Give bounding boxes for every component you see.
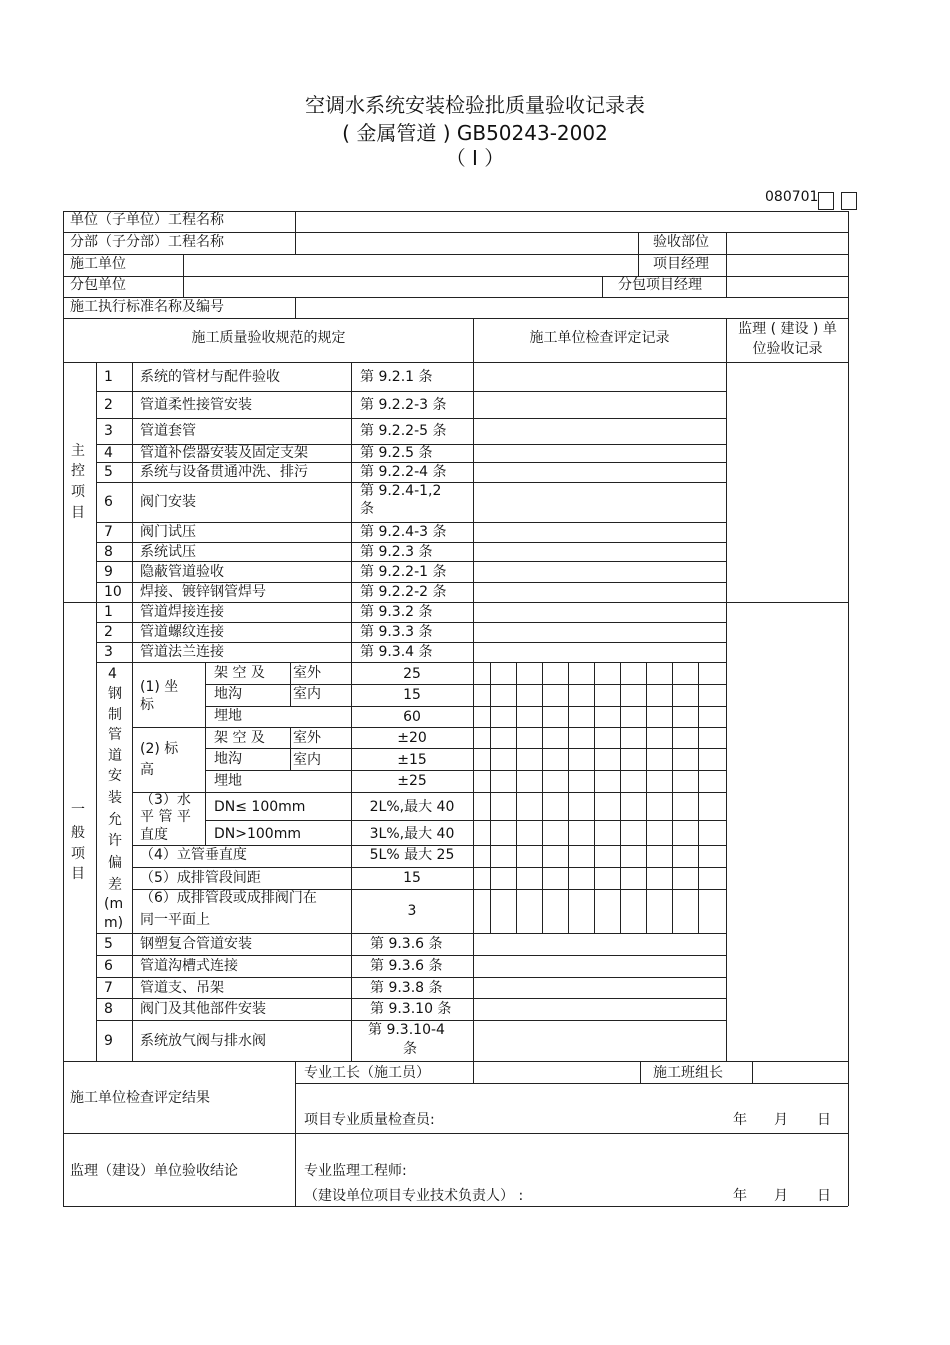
dn-large-val: 3L%,最大 40 [369, 826, 455, 842]
item4-label-char: 许 [108, 833, 122, 849]
dn-large-label: DN>100mm [214, 826, 301, 842]
main-label-3: 项 [71, 484, 85, 500]
code-box-1[interactable] [818, 192, 834, 210]
subcontractor-label: 分包单位 [70, 277, 126, 293]
grid-line-v [752, 1061, 753, 1083]
grid-line-v [351, 933, 352, 1061]
main-item-no: 3 [104, 423, 113, 439]
document-volume: （ I ） [445, 146, 505, 170]
main-item-name: 隐蔽管道验收 [140, 563, 224, 580]
main-label-1: 主 [71, 443, 85, 459]
coord-outdoor: 室外 [293, 665, 321, 681]
main-item-no: 6 [104, 494, 113, 510]
grid-line-h [132, 792, 726, 793]
general-item-no: 1 [104, 604, 113, 620]
coord-label-1: (1) 坐 [140, 679, 179, 695]
grid-line-h [63, 297, 848, 298]
main-item-no: 7 [104, 524, 113, 540]
grid-line-h [63, 362, 848, 363]
sub-manager-label: 分包项目经理 [618, 277, 702, 293]
spacing-val: 15 [403, 870, 421, 886]
general-item-no: 8 [104, 1001, 113, 1017]
main-item-clause: 第 9.2.4-3 条 [360, 524, 447, 540]
main-item-clause: 第 9.2.1 条 [360, 368, 433, 385]
general-item-name: 管道焊接连接 [140, 604, 224, 620]
main-item-clause: 第 9.2.2-5 条 [360, 423, 447, 439]
general-item-no: 2 [104, 624, 113, 640]
item4-label-char: 制 [108, 707, 122, 723]
grid-line-h [132, 867, 726, 868]
grid-line-v [473, 318, 474, 1061]
grid-line-v [726, 232, 727, 297]
grid-line-h [63, 318, 848, 319]
grid-line-v [351, 602, 352, 662]
grid-line-h [205, 770, 726, 771]
grid-line-v [646, 662, 647, 933]
elev-buried: 埋地 [214, 773, 242, 789]
grid-line-v [638, 232, 639, 276]
document-title: 空调水系统安装检验批质量验收记录表 [305, 93, 645, 117]
elev-val-buried: ±25 [397, 773, 427, 789]
grid-line-h [63, 276, 848, 277]
item4-label-char: 差 [108, 877, 122, 893]
grid-line-h [63, 232, 848, 233]
coord-val-indoor: 15 [403, 687, 421, 703]
grid-line-v [698, 662, 699, 933]
general-item-clause: 第 9.3.8 条 [370, 979, 443, 996]
engineer-label: 专业监理工程师: [304, 1163, 407, 1179]
conclusion-label: 监理（建设）单位验收结论 [70, 1163, 238, 1179]
item4-label-char: m) [104, 915, 124, 931]
grid-line-h [96, 998, 726, 999]
dn-small-label: DN≤ 100mm [214, 799, 306, 815]
grid-line-h [295, 1083, 848, 1084]
general-item-clause: 第 9.3.2 条 [360, 604, 433, 620]
general-item-clause: 第 9.3.6 条 [370, 958, 443, 974]
main-item-clause: 第 9.2.2-1 条 [360, 563, 447, 580]
grid-line-h [96, 522, 726, 523]
main-item-clause: 第 9.2.3 条 [360, 543, 433, 560]
grid-line-v [594, 662, 595, 933]
plane-label-2: 同一平面上 [140, 912, 210, 928]
general-item-clause: 第 9.3.6 条 [370, 936, 443, 952]
elev-outdoor: 室外 [293, 730, 321, 746]
grid-line-h [96, 418, 726, 419]
main-item-name: 系统的管材与配件验收 [140, 368, 280, 385]
supervisor-header-2: 位验收记录 [752, 341, 823, 357]
grid-line-h [96, 977, 726, 978]
coord-val-buried: 60 [403, 709, 421, 725]
general-item-clause-2: 条 [403, 1041, 417, 1057]
unit-project-label: 单位（子单位）工程名称 [70, 212, 224, 228]
grid-line-v [602, 276, 603, 297]
code-box-2[interactable] [841, 192, 857, 210]
grid-line-h [63, 1133, 848, 1134]
grid-line-h [205, 706, 726, 707]
plane-val: 3 [407, 903, 417, 919]
main-item-name: 系统与设备贯通冲洗、排污 [140, 464, 308, 480]
general-label-3: 项 [71, 846, 85, 862]
result-year: 年 [733, 1112, 747, 1128]
general-item-no: 7 [104, 979, 113, 996]
constructor-label: 施工单位 [70, 256, 126, 272]
general-item-clause: 第 9.3.4 条 [360, 644, 433, 660]
owner-rep-label: （建设单位项目专业技术负责人） : [304, 1188, 524, 1204]
grid-line-h [132, 727, 726, 728]
vertical-label: （4）立管垂直度 [140, 847, 247, 863]
general-item-name: 阀门及其他部件安装 [140, 1001, 266, 1017]
general-label-1: 一 [71, 802, 85, 818]
general-item-name: 管道沟槽式连接 [140, 958, 238, 974]
coord-indoor: 室内 [293, 686, 321, 702]
main-item-name: 焊接、镀锌钢管焊号 [140, 584, 266, 600]
general-item-no: 5 [104, 936, 113, 952]
main-item-no: 2 [104, 396, 113, 413]
item4-label-char: 道 [108, 748, 122, 764]
grid-line-v [132, 362, 133, 1061]
accept-part-label: 验收部位 [653, 234, 709, 250]
grid-line-v [490, 662, 491, 933]
coord-overhead-1: 架 空 及 [214, 665, 265, 681]
document-subtitle: ( 金属管道 ) GB50243-2002 [342, 121, 608, 145]
result-month: 月 [774, 1112, 788, 1128]
grid-line-v [183, 254, 184, 297]
grid-line-h [96, 1020, 726, 1021]
grid-line-h [63, 1061, 848, 1062]
standard-label: 施工执行标准名称及编号 [70, 299, 224, 315]
foreman-label: 专业工长（施工员） [304, 1065, 430, 1081]
grid-line-v [672, 662, 673, 933]
sub-project-label: 分部（子分部）工程名称 [70, 234, 224, 250]
main-item-name: 管道柔性接管安装 [140, 396, 252, 413]
grid-line-h [290, 684, 473, 685]
grid-line-h [205, 748, 726, 749]
elev-val-indoor: ±15 [397, 752, 427, 768]
team-leader-label: 施工班组长 [653, 1065, 723, 1081]
item4-label-char: 4 [108, 666, 117, 682]
main-item-name: 阀门安装 [140, 494, 196, 510]
grid-line-v [620, 662, 621, 933]
general-item-name: 管道螺纹连接 [140, 624, 224, 640]
spec-header: 施工质量验收规范的规定 [191, 330, 346, 346]
result-day: 日 [817, 1112, 831, 1128]
grid-line-v [542, 662, 543, 933]
conclusion-day: 日 [817, 1188, 831, 1204]
item4-label-char: 管 [108, 727, 122, 743]
grid-line-h [132, 845, 726, 846]
check-header: 施工单位检查评定记录 [529, 330, 670, 346]
form-code: 080701 [765, 189, 819, 205]
grid-line-v [848, 211, 849, 1206]
grid-line-v [473, 1061, 474, 1083]
item4-label-char: 偏 [108, 855, 122, 871]
main-item-clause: 第 9.2.2-4 条 [360, 464, 447, 480]
grid-line-v [516, 662, 517, 933]
conclusion-month: 月 [774, 1188, 788, 1204]
elev-overhead-2: 地沟 [214, 751, 242, 767]
project-manager-label: 项目经理 [653, 256, 709, 272]
result-label: 施工单位检查评定结果 [70, 1090, 210, 1106]
main-item-no: 5 [104, 464, 113, 480]
item4-label-char: 钢 [108, 686, 122, 702]
elev-val-outdoor: ±20 [397, 730, 427, 746]
coord-val-outdoor: 25 [403, 666, 421, 682]
level-label-2: 平 管 平 [140, 809, 191, 825]
dn-small-val: 2L%,最大 40 [369, 799, 455, 815]
grid-line-v [351, 362, 352, 602]
elev-indoor: 室内 [293, 752, 321, 768]
item4-label-char: 安 [108, 768, 122, 784]
grid-line-v [295, 211, 296, 254]
general-label-2: 般 [71, 825, 85, 841]
main-label-2: 控 [71, 463, 85, 479]
inspector-label: 项目专业质量检查员: [304, 1112, 435, 1128]
coord-label-2: 标 [140, 697, 154, 713]
main-item-clause: 第 9.2.2-2 条 [360, 584, 447, 600]
coord-overhead-2: 地沟 [214, 686, 242, 702]
conclusion-year: 年 [733, 1188, 747, 1204]
grid-line-v [568, 662, 569, 933]
grid-line-h [96, 561, 726, 562]
general-item-name: 管道法兰连接 [140, 644, 224, 660]
main-item-name: 管道套管 [140, 423, 196, 439]
general-item-clause: 第 9.3.10-4 [368, 1022, 445, 1038]
grid-line-h [205, 820, 726, 821]
grid-line-v [726, 318, 727, 1061]
spacing-label: （5）成排管段间距 [140, 870, 261, 886]
grid-line-h [96, 662, 726, 663]
coord-buried: 埋地 [214, 708, 242, 724]
grid-line-v [640, 1061, 641, 1083]
level-label-3: 直度 [140, 827, 168, 843]
general-item-clause: 第 9.3.10 条 [370, 1001, 452, 1017]
main-item-no: 10 [104, 584, 122, 600]
general-item-name: 管道支、吊架 [140, 979, 224, 996]
elev-label-2: 高 [140, 762, 154, 778]
supervisor-header-1: 监理 ( 建设 ) 单 [738, 321, 837, 337]
general-item-name: 钢塑复合管道安装 [140, 936, 252, 952]
grid-line-v [63, 211, 64, 1206]
main-item-no: 4 [104, 445, 113, 461]
elev-overhead-1: 架 空 及 [214, 730, 265, 746]
plane-label-1: （6）成排管段或成排阀门在 [140, 890, 317, 906]
grid-line-h [63, 602, 848, 603]
grid-line-h [96, 955, 726, 956]
main-item-name: 系统试压 [140, 543, 196, 560]
item4-label-char: 允 [108, 812, 122, 828]
main-item-clause: 第 9.2.4-1,2 [360, 483, 442, 499]
item4-label-char: (m [104, 896, 124, 912]
item4-label-char: 装 [108, 790, 122, 806]
grid-line-v [295, 297, 296, 318]
main-label-4: 目 [71, 505, 85, 521]
grid-line-h [63, 1206, 848, 1207]
grid-line-h [96, 582, 726, 583]
grid-line-h [96, 642, 726, 643]
general-item-name: 系统放气阀与排水阀 [140, 1032, 266, 1049]
main-item-no: 1 [104, 368, 113, 385]
grid-line-h [63, 254, 848, 255]
grid-line-h [96, 933, 726, 934]
main-item-clause: 第 9.2.5 条 [360, 445, 433, 461]
general-item-no: 9 [104, 1032, 113, 1049]
grid-line-h [96, 391, 726, 392]
general-item-no: 6 [104, 958, 113, 974]
grid-line-v [96, 362, 97, 1061]
main-item-name: 阀门试压 [140, 524, 196, 540]
main-item-no: 9 [104, 563, 113, 580]
general-label-4: 目 [71, 866, 85, 882]
main-item-clause: 第 9.2.2-3 条 [360, 396, 447, 413]
main-item-no: 8 [104, 543, 113, 560]
vertical-val: 5L% 最大 25 [369, 847, 455, 863]
main-item-name: 管道补偿器安装及固定支架 [140, 445, 308, 461]
level-label-1: （3）水 [140, 792, 191, 808]
elev-label-1: (2) 标 [140, 741, 179, 757]
main-item-clause-2: 条 [360, 501, 374, 517]
grid-line-h [96, 462, 726, 463]
general-item-clause: 第 9.3.3 条 [360, 624, 433, 640]
grid-line-h [96, 622, 726, 623]
general-item-no: 3 [104, 644, 113, 660]
grid-line-v [295, 1061, 296, 1206]
grid-line-v [205, 792, 206, 845]
